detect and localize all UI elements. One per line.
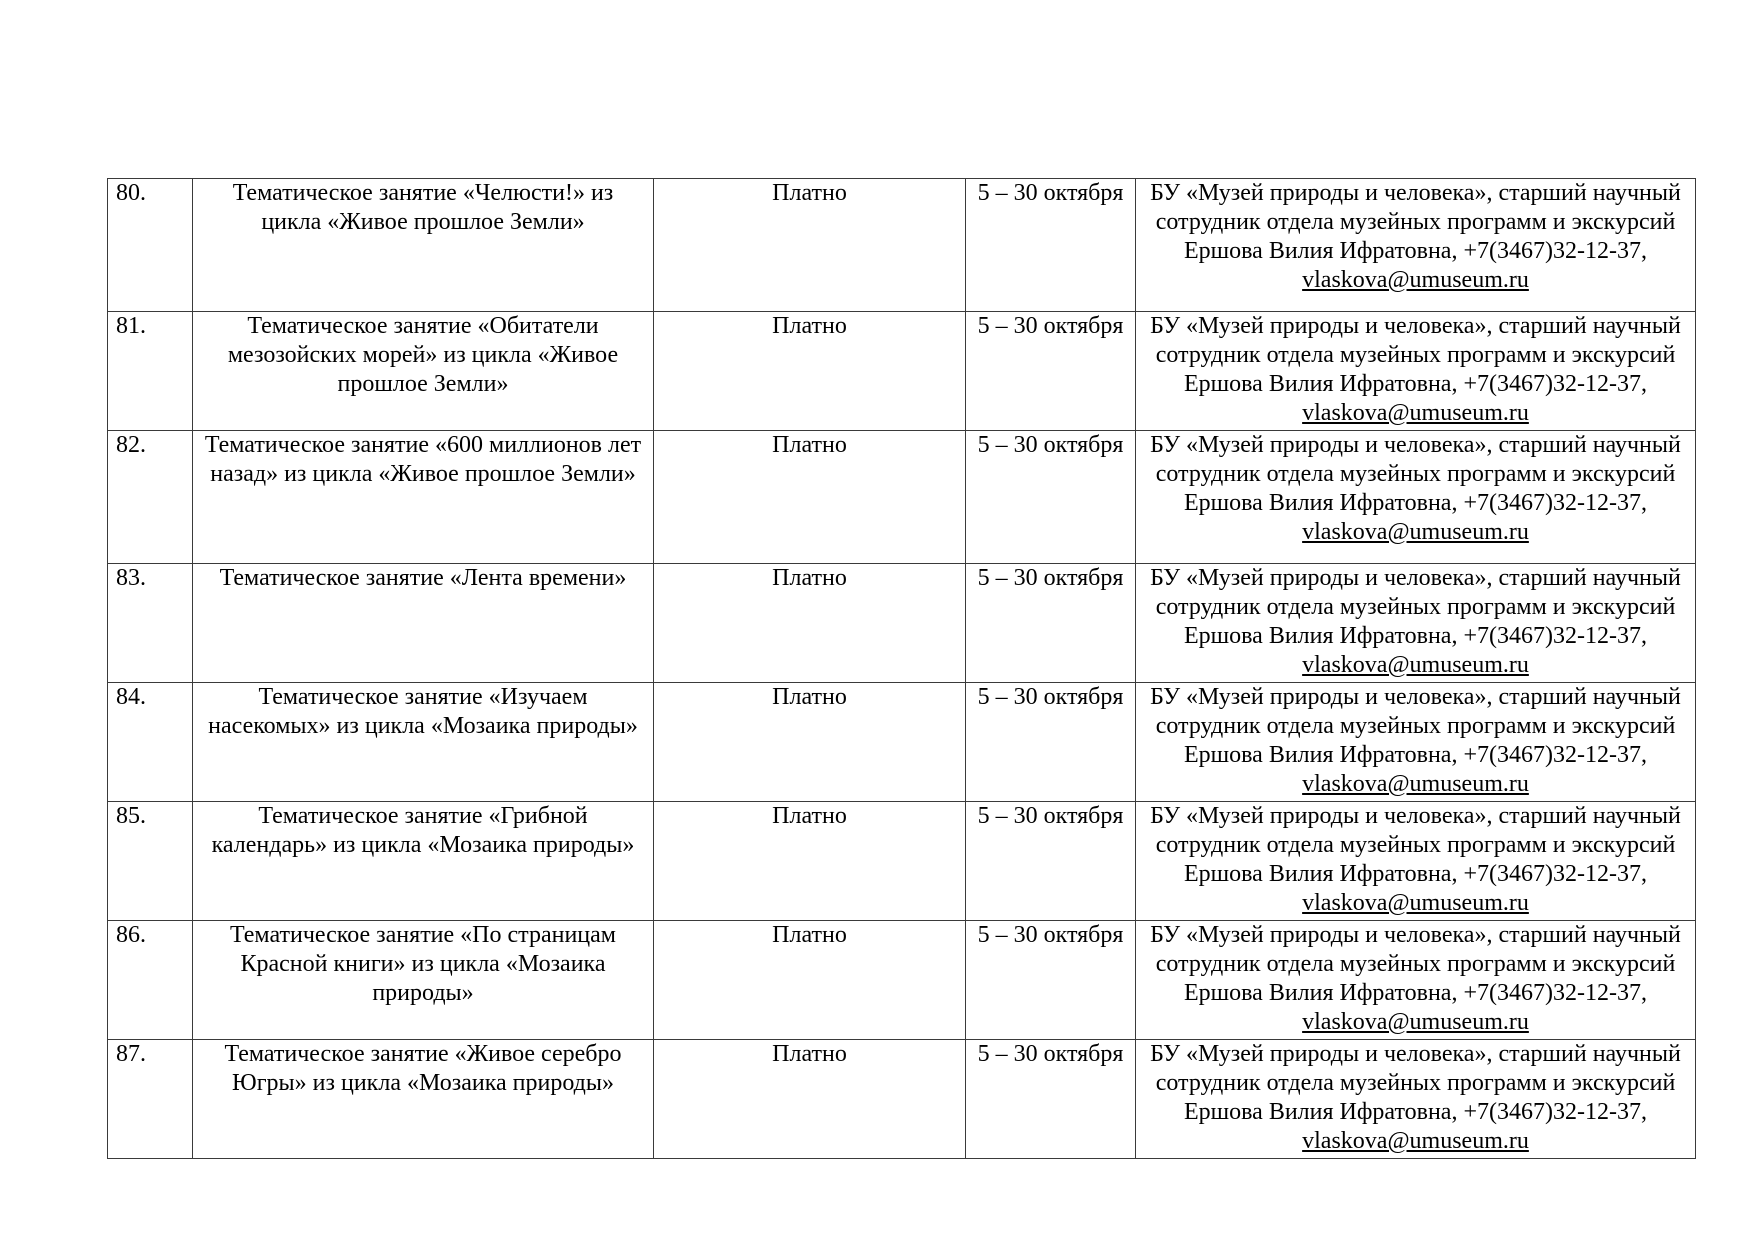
organizer-text: БУ «Музей природы и человека», старший научный сотрудник отдела музейных программ и экскурсий Ершова Вилия Ифратовна, <box>1150 432 1681 516</box>
table-row <box>108 921 1696 1040</box>
contact-info <box>1136 564 1696 683</box>
contact-phone: +7(3467)32-12-37, <box>1463 623 1647 649</box>
event-title: Тематическое занятие «Челюсти!» из цикла «Живое прошлое Земли» <box>193 179 654 312</box>
contact-email-link[interactable]: vlaskova@umuseum.ru <box>1302 400 1529 426</box>
contact-email-link[interactable]: vlaskova@umuseum.ru <box>1302 771 1529 797</box>
contact-info <box>1136 1040 1696 1159</box>
contact-info <box>1136 683 1696 802</box>
table-row <box>108 564 1696 683</box>
event-title: Тематическое занятие «Лента времени» <box>193 564 654 683</box>
table-row <box>108 312 1696 431</box>
table-row <box>108 431 1696 564</box>
payment-type: Платно <box>654 431 966 564</box>
table-row <box>108 179 1696 312</box>
payment-type: Платно <box>654 564 966 683</box>
contact-email-link[interactable]: vlaskova@umuseum.ru <box>1302 652 1529 678</box>
organizer-text: БУ «Музей природы и человека», старший научный сотрудник отдела музейных программ и экскурсий Ершова Вилия Ифратовна, <box>1150 922 1681 1006</box>
contact-info <box>1136 431 1696 564</box>
payment-type: Платно <box>654 921 966 1040</box>
event-title: Тематическое занятие «Живое серебро Югры» из цикла «Мозаика природы» <box>193 1040 654 1159</box>
contact-info <box>1136 921 1696 1040</box>
contact-email-link[interactable]: vlaskova@umuseum.ru <box>1302 1009 1529 1035</box>
event-title: Тематическое занятие «Обитатели мезозойских морей» из цикла «Живое прошлое Земли» <box>193 312 654 431</box>
payment-type: Платно <box>654 683 966 802</box>
organizer-text: БУ «Музей природы и человека», старший научный сотрудник отдела музейных программ и экскурсий Ершова Вилия Ифратовна, <box>1150 1041 1681 1125</box>
events-table <box>107 178 1696 1159</box>
events-table-body <box>108 179 1696 1159</box>
event-date: 5 – 30 октября <box>966 802 1136 921</box>
row-number: 80. <box>108 179 193 312</box>
row-number: 82. <box>108 431 193 564</box>
event-title: Тематическое занятие «По страницам Красной книги» из цикла «Мозаика природы» <box>193 921 654 1040</box>
contact-email-link[interactable]: vlaskova@umuseum.ru <box>1302 890 1529 916</box>
event-title: Тематическое занятие «Грибной календарь» из цикла «Мозаика природы» <box>193 802 654 921</box>
contact-email-link[interactable]: vlaskova@umuseum.ru <box>1302 519 1529 545</box>
event-date: 5 – 30 октября <box>966 564 1136 683</box>
event-date: 5 – 30 октября <box>966 683 1136 802</box>
contact-info <box>1136 312 1696 431</box>
event-date: 5 – 30 октября <box>966 921 1136 1040</box>
contact-phone: +7(3467)32-12-37, <box>1463 861 1647 887</box>
event-date: 5 – 30 октября <box>966 1040 1136 1159</box>
row-number: 87. <box>108 1040 193 1159</box>
organizer-text: БУ «Музей природы и человека», старший научный сотрудник отдела музейных программ и экскурсий Ершова Вилия Ифратовна, <box>1150 684 1681 768</box>
table-row <box>108 683 1696 802</box>
row-number: 81. <box>108 312 193 431</box>
organizer-text: БУ «Музей природы и человека», старший научный сотрудник отдела музейных программ и экскурсий Ершова Вилия Ифратовна, <box>1150 565 1681 649</box>
contact-phone: +7(3467)32-12-37, <box>1463 490 1647 516</box>
organizer-text: БУ «Музей природы и человека», старший научный сотрудник отдела музейных программ и экскурсий Ершова Вилия Ифратовна, <box>1150 313 1681 397</box>
row-number: 86. <box>108 921 193 1040</box>
row-number: 85. <box>108 802 193 921</box>
contact-phone: +7(3467)32-12-37, <box>1463 371 1647 397</box>
event-date: 5 – 30 октября <box>966 431 1136 564</box>
row-number: 83. <box>108 564 193 683</box>
contact-phone: +7(3467)32-12-37, <box>1463 238 1647 264</box>
payment-type: Платно <box>654 179 966 312</box>
event-title: Тематическое занятие «600 миллионов лет назад» из цикла «Живое прошлое Земли» <box>193 431 654 564</box>
contact-info <box>1136 802 1696 921</box>
payment-type: Платно <box>654 1040 966 1159</box>
row-number: 84. <box>108 683 193 802</box>
payment-type: Платно <box>654 802 966 921</box>
event-date: 5 – 30 октября <box>966 179 1136 312</box>
table-row <box>108 802 1696 921</box>
table-row <box>108 1040 1696 1159</box>
payment-type: Платно <box>654 312 966 431</box>
organizer-text: БУ «Музей природы и человека», старший научный сотрудник отдела музейных программ и экскурсий Ершова Вилия Ифратовна, <box>1150 803 1681 887</box>
event-date: 5 – 30 октября <box>966 312 1136 431</box>
contact-info <box>1136 179 1696 312</box>
organizer-text: БУ «Музей природы и человека», старший научный сотрудник отдела музейных программ и экскурсий Ершова Вилия Ифратовна, <box>1150 180 1681 264</box>
event-title: Тематическое занятие «Изучаем насекомых» из цикла «Мозаика природы» <box>193 683 654 802</box>
contact-phone: +7(3467)32-12-37, <box>1463 980 1647 1006</box>
contact-phone: +7(3467)32-12-37, <box>1463 742 1647 768</box>
contact-email-link[interactable]: vlaskova@umuseum.ru <box>1302 267 1529 293</box>
contact-email-link[interactable]: vlaskova@umuseum.ru <box>1302 1128 1529 1154</box>
contact-phone: +7(3467)32-12-37, <box>1463 1099 1647 1125</box>
